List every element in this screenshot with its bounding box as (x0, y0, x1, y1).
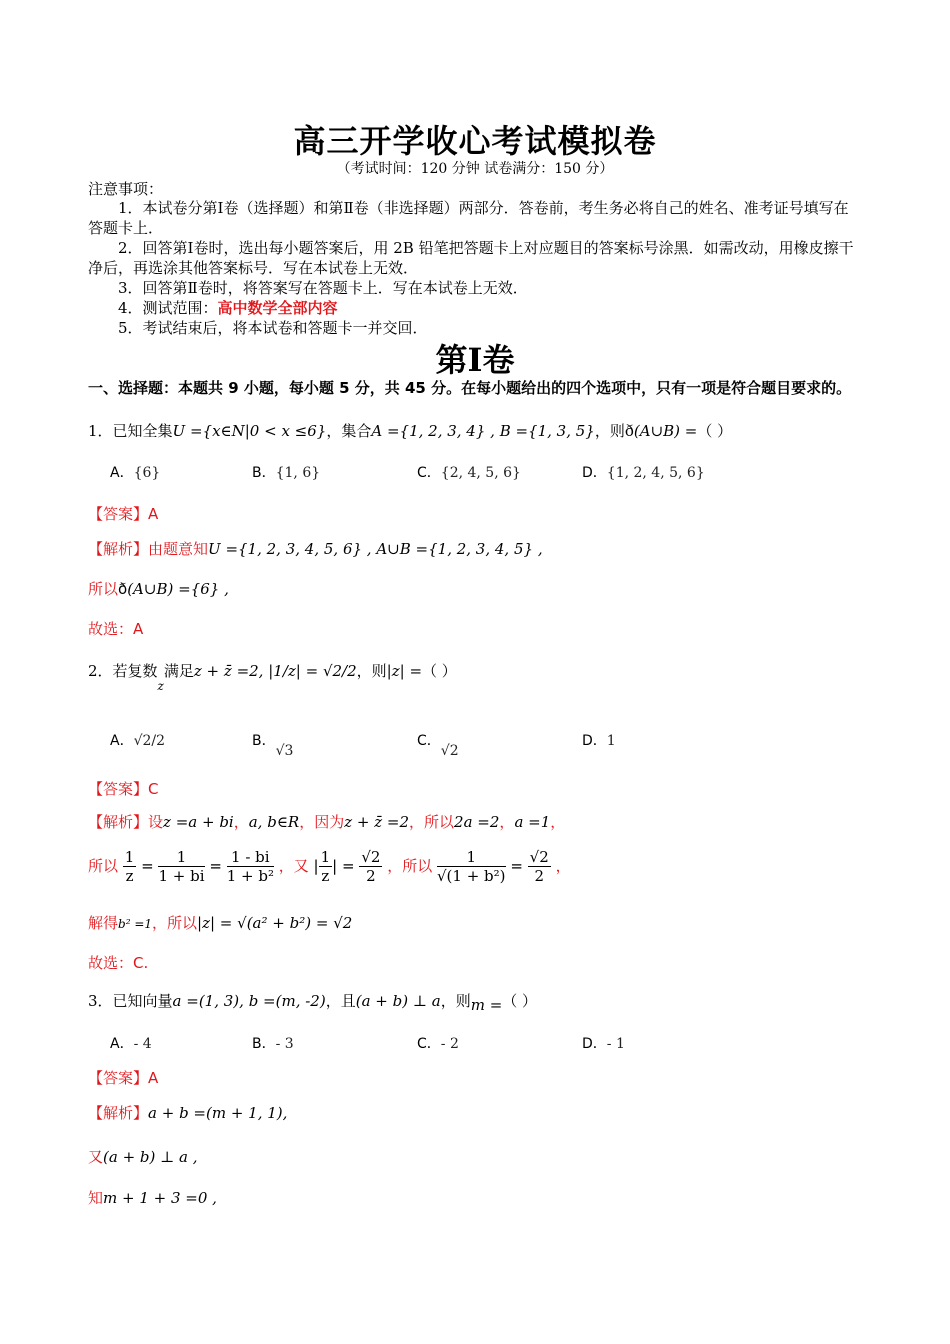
option-a: A．{6} (110, 465, 161, 481)
section-heading: 一、选择题：本题共 9 小题，每小题 5 分，共 45 分。在每小题给出的四个选项中，只有一项是符合题目要求的。 (88, 379, 852, 397)
question-1-stem: 1．已知全集U ={x∈N|0 < x ≤6}，集合A ={1, 2, 3, 4} , B ={1, 3, 5}，则ð(A∪B) =（ ） (88, 422, 733, 440)
answer-1: 【答案】A (88, 505, 159, 523)
analysis-3-line-1: 【解析】a + b =(m + 1, 1), (88, 1104, 288, 1122)
analysis-2-line-1: 【解析】设z =a + bi，a, b∈R，因为z + z̄ =2，所以2a =2，a =1， (88, 813, 566, 831)
analysis-2-line-3: 解得b² =1，所以|z| = √(a² + b²) = √2 (88, 914, 353, 932)
analysis-1-line-1: 【解析】由题意知U ={1, 2, 3, 4, 5, 6} , A∪B ={1, 2, 3, 4, 5} , (88, 540, 543, 558)
option-c: C．√2 (417, 733, 459, 759)
fraction: $\frac{1}{z}$ (320, 848, 331, 885)
answer-2: 【答案】C (88, 780, 159, 798)
note-item: 4．测试范围：高中数学全部内容 (118, 299, 338, 317)
question-3-stem: 3．已知向量a =(1, 3), b =(m, -2)，且(a + b) ⊥ a，则m =（ ） (88, 992, 538, 1014)
fraction: $\frac{1}{z}$ (124, 848, 135, 885)
page-title: 高三开学收心考试模拟卷 (293, 122, 657, 160)
option-d: D．1 (582, 733, 616, 749)
fraction: $\frac{1}{\text{√(1 + b²)}}$ (437, 848, 506, 885)
option-b: B．- 3 (252, 1036, 294, 1052)
analysis-2-line-2: 所以 $\frac{1}{z}$ = $\frac{1}{1 + bi}$ = $\frac{1 - bi}{\text{1 + b²}}$ ，又 | $\frac{1}{z}$ | = $\frac{√2}{2}$ ，所以 $\frac{1}{\text{√(1 + b²)}}$ = $\frac{√2}{2}$ ， (88, 848, 571, 885)
option-c: C．- 2 (417, 1036, 459, 1052)
option-b: B．{1, 6} (252, 465, 321, 481)
exam-info: （考试时间：120 分钟 试卷满分：150 分） (336, 161, 614, 177)
question-2-stem: 2．若复数$_z$满足z + z̄ =2, |1/z| = √2/2，则|z| =（ ） (88, 662, 457, 693)
option-a: A．- 4 (110, 1036, 152, 1052)
note-item: 1．本试卷分第Ⅰ卷（选择题）和第Ⅱ卷（非选择题）两部分．答卷前，考生务必将自己的姓名、准考证号填写在答题卡上． (88, 199, 849, 237)
complement-symbol: ð (624, 422, 634, 440)
analysis-3-line-3: 知m + 1 + 3 =0 , (88, 1189, 217, 1207)
fraction: $\frac{1 - bi}{\text{1 + b²}}$ (226, 848, 274, 885)
option-d: D．{1, 2, 4, 5, 6} (582, 465, 705, 481)
option-b: B．√3 (252, 733, 294, 759)
analysis-1-line-2: 所以ð(A∪B) ={6} , (88, 580, 229, 598)
option-c: C．{2, 4, 5, 6} (417, 465, 521, 481)
analysis-3-line-2: 又(a + b) ⊥ a , (88, 1148, 198, 1166)
note-item: 5．考试结束后，将本试卷和答题卡一并交回． (118, 319, 428, 337)
option-a: A．√2/2 (110, 733, 166, 749)
fraction: $\frac{1}{1 + bi}$ (158, 848, 205, 885)
option-d: D．- 1 (582, 1036, 625, 1052)
note-item: 2．回答第Ⅰ卷时，选出每小题答案后，用 2B 铅笔把答题卡上对应题目的答案标号涂黑．如需改动，用橡皮擦干净后，再选涂其他答案标号．写在本试卷上无效． (88, 239, 854, 277)
notes-label: 注意事项： (88, 180, 164, 198)
scope-highlight: 高中数学全部内容 (217, 299, 338, 317)
note-item: 3．回答第Ⅱ卷时，将答案写在答题卡上．写在本试卷上无效． (118, 279, 528, 297)
final-choice-2: 故选：C. (88, 954, 149, 972)
answer-3: 【答案】A (88, 1069, 159, 1087)
fraction: $\frac{√2}{2}$ (529, 848, 549, 885)
fraction: $\frac{√2}{2}$ (361, 848, 381, 885)
final-choice-1: 故选：A (88, 620, 144, 638)
section-title: 第Ⅰ卷 (435, 341, 515, 379)
